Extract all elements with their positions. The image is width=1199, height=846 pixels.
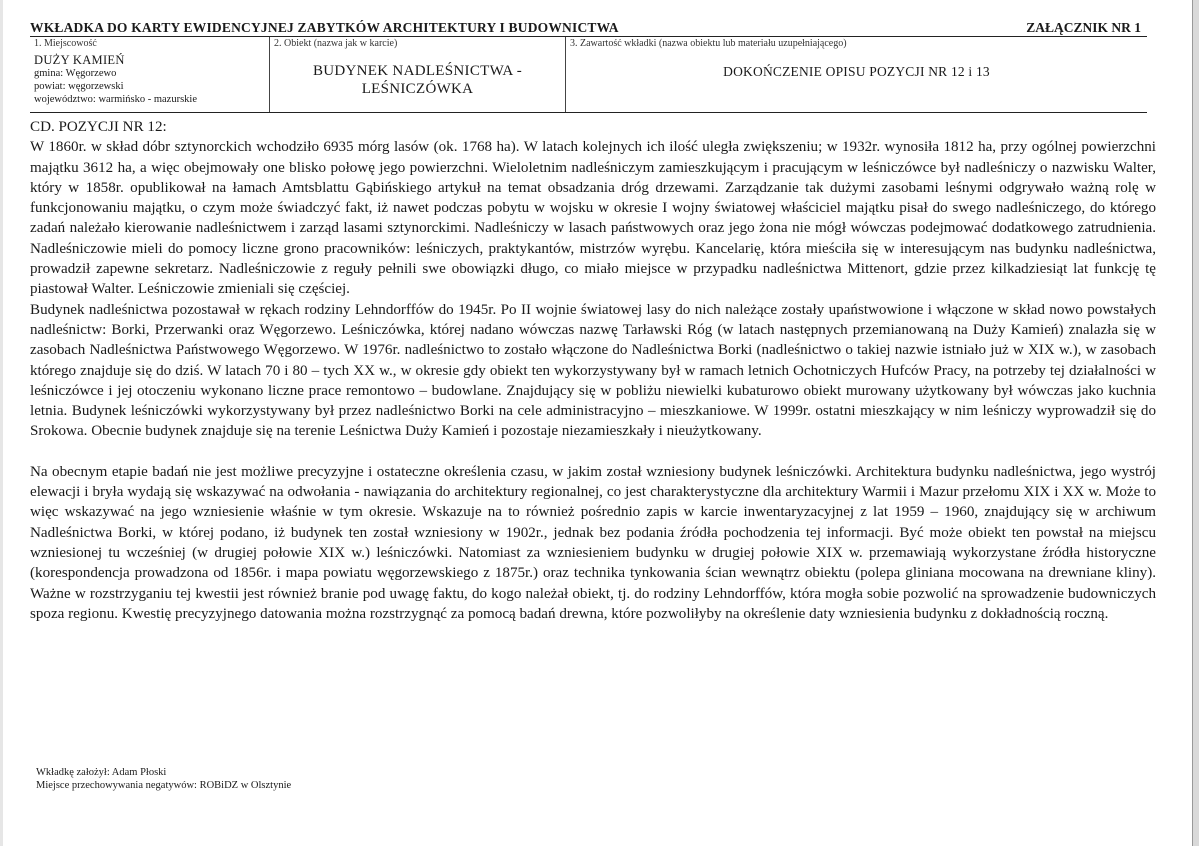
paragraph-history: W 1860r. w skład dóbr sztynorckich wchodziło 6935 mórg lasów (ok. 1768 ha). W latach kolejnych ich ilość uległa zwiększeniu; w 1932r. wynosiła 1812 ha, przy ogólnej powierzchni majątku 3612 ha, a więc obejmowały one blisko połowę jego powierzchni. Wieloletnim nadleśniczym zamieszkującym i pracującym w leśniczówce był nadleśniczy o nazwisku Walter, który w 1858r. opublikował na łamach Amtsblattu Gąbińskiego artykuł na temat obsadzania dróg drzewami. Zarządzanie tak dużymi zasobami leśnymi odgrywało ważną rolę w funkcjonowaniu majątku, o czym może świadczyć fakt, iż nawet podczas pobytu w wojsku w okresie I wojny światowej właściciel majątku pisał do swego nadleśniczego, do którego zadań należało kierowanie nadleśnictwem i zarząd lasami sztynorckimi. Nadleśniczy w lasach państwowych oraz jego żona nie mógł wówczas podejmować dodatkowego zatrudnienia. Nadleśniczowie mieli do pomocy liczne grono pracowników: leśniczych, praktykantów, mistrzów wyrębu. Kancelarię, która mieściła się w interesującym nas budynku nadleśnictwa, prowadził zapewne sekretarz. Nadleśniczowie z reguły pełnili swe obowiązki długo, co miało miejsce w przypadku nadleśnictwa Mittenort, gdzie przez kilkadziesiąt lat funkcję tę piastował Walter. Leśniczowie zmieniali się częściej.: [30, 139, 1156, 298]
content-value: DOKOŃCZENIE OPISU POZYCJI NR 12 i 13: [723, 64, 990, 79]
locality-cell: [30, 37, 270, 112]
annex-label: ZAŁĄCZNIK NR 1: [1026, 20, 1141, 35]
section-heading: CD. POZYCJI NR 12:: [30, 119, 167, 135]
powiat-value: powiat: węgorzewski: [34, 81, 124, 92]
form-header-table: [30, 37, 1147, 113]
body-text: [30, 117, 1156, 624]
object-name-line1: BUDYNEK NADLEŚNICTWA -: [312, 63, 523, 79]
object-label: 2. Obiekt (nazwa jak w karcie): [274, 38, 398, 49]
wojewodztwo-value: województwo: warmińsko - mazurskie: [34, 94, 198, 105]
content-label: 3. Zawartość wkładki (nazwa obiektu lub materiału uzupełniającego): [570, 38, 847, 49]
author-line: Wkładkę założył: Adam Płoski: [36, 767, 167, 778]
paragraph-postwar: Budynek nadleśnictwa pozostawał w rękach rodziny Lehndorffów do 1945r. Po II wojnie światowej lasy do nich należące zostały upaństwowione i włączone w skład nowo powstałych nadleśnictw: Borki, Przerwanki oraz Węgorzewo. Leśniczówka, której nadano wówczas nazwę Tarławski Róg (w latach następnych przemianowaną na Duży Kamień) znalazła się w zasobach Nadleśnictwa Państwowego Węgorzewo. W 1976r. nadleśnictwo to zostało włączone do Nadleśnictwa Borki (nadleśnictwo o takiej nazwie istniało już w XIX w.), w zasobach którego znajduje się do dziś. W latach 70 i 80 – tych XX w., w okresie gdy obiekt ten wykorzystywany był w ramach letnich Ochotniczych Hufców Pracy, na potrzeby tej działalności w leśniczówce i jej otoczeniu wykonano liczne prace remontowo – budowlane. Znajdujący się w pobliżu niewielki kubaturowo obiekt murowany użytkowany był wówczas jako kuchnia letnia. Budynek leśniczówki wykorzystywany był przez nadleśnictwo Borki na cele administracyjno – mieszkaniowe. W 1999r. ostatni mieszkający w nim leśniczy wyprowadził się do Srokowa. Obecnie budynek znajduje się na terenie Leśnictwa Duży Kamień i pozostaje niezamieszkały i nieużytkowany.: [30, 301, 1156, 440]
locality-label: 1. Miejscowość: [34, 38, 97, 49]
object-name-line2: LEŚNICZÓWKA: [361, 81, 474, 97]
object-name: [270, 62, 565, 98]
content-cell: [566, 37, 1147, 112]
paragraph-dating: Na obecnym etapie badań nie jest możliwe precyzyjne i ostateczne określenia czasu, w jakim został wzniesiony budynek leśniczówki. Architektura budynku nadleśnictwa, jego wystrój elewacji i bryła wydają się wskazywać na odwołania - nawiązania do architektury regionalnej, co jest charakterystyczne dla architektury Warmii i Mazur przełomu XIX i XX w. Może to więc wskazywać na jego wzniesienie właśnie w tym okresie. Wskazuje na to również pośrednio zapis w karcie inwentaryzacyjnej z lat 1959 – 1960, znajdujący się w archiwum Nadleśnictwa Borki, w której podano, iż budynek ten został wzniesiony w 1902r., jednak bez podania źródła pochodzenia tej informacji. Być może obiekt ten powstał na miejscu wzniesionej tu wcześniej (w drugiej połowie XIX w.) leśniczówki. Natomiast za wzniesieniem budynku w drugiej połowie XIX w. przemawiają wykorzystane źródła historyczne (korespondencja prowadzona od 1856r. i mapa powiatu węgorzewskiego z 1875r.) oraz technika tynkowania ścian wewnątrz obiektu (polepa gliniana mocowana na drewniane kliny). Ważne w rozstrzyganiu tej kwestii jest również branie pod uwagę faktu, do kogo należał obiekt, tj. do rodziny Lehndorffów, która mogła sobie pozwolić na sprowadzenie budowniczych spoza regionu. Kwestię precyzyjnego datowania można rozstrzygnąć za pomocą badań drewna, które pozwoliłyby na określenie daty wzniesienia budynku z dokładnością roczną.: [30, 463, 1156, 622]
scan-right-edge: [1192, 0, 1199, 846]
document-title: WKŁADKA DO KARTY EWIDENCYJNEJ ZABYTKÓW ARCHITEKTURY I BUDOWNICTWA: [30, 20, 619, 35]
object-cell: [270, 37, 566, 112]
paragraph-spacer: [30, 442, 1156, 462]
footer: [36, 766, 291, 792]
locality-value: DUŻY KAMIEŃ: [34, 53, 125, 67]
scan-left-edge: [0, 0, 3, 846]
gmina-value: gmina: Węgorzewo: [34, 68, 117, 79]
storage-line: Miejsce przechowywania negatywów: ROBiDZ w Olsztynie: [36, 780, 292, 791]
